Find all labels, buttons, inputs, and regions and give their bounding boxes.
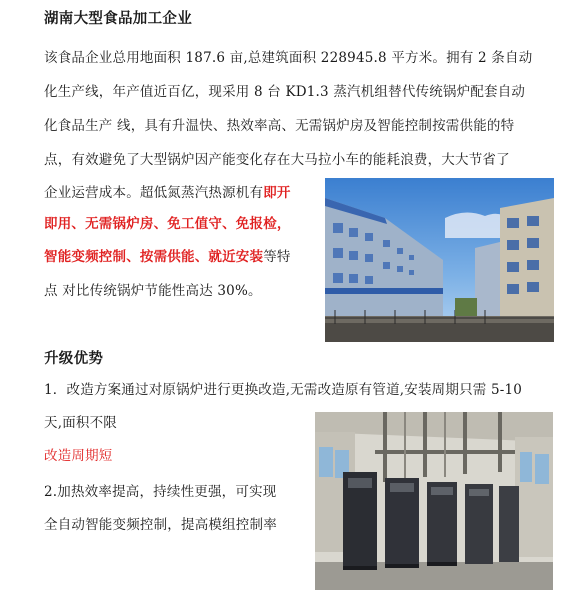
equipment-photo — [315, 412, 553, 590]
paragraph-line — [44, 214, 291, 234]
paragraph-line: 1．改造方案通过对原锅炉进行更换改造,无需改造原有管道,安装周期只需 5-10 — [44, 382, 523, 398]
paragraph-line: 2.加热效率提高，持续性更强，可实现 — [44, 484, 277, 500]
section-title-enterprise: 湖南大型食品加工企业 — [44, 11, 192, 27]
paragraph-line: 化生产线，年产值近百亿，现采用 8 台 KD1.3 蒸汽机组替代传统锅炉配套自动 — [44, 84, 526, 100]
paragraph-line — [44, 183, 291, 203]
paragraph-line: 该食品企业总用地面积 187.6 亩,总建筑面积 228945.8 平方米。拥有 2 条自动 — [44, 50, 533, 66]
paragraph-line: 全自动智能变频控制，提高模组控制率 — [44, 517, 277, 533]
paragraph-text: 企业运营成本。超低氮蒸汽热源机有 — [44, 185, 264, 201]
highlight-text: 智能变频控制、按需供能、就近安装 — [44, 249, 264, 265]
highlight-text: 改造周期短 — [44, 448, 113, 464]
factory-photo — [325, 178, 554, 342]
paragraph-line: 天,面积不限 — [44, 415, 117, 431]
paragraph-text: 等特 — [263, 249, 291, 265]
paragraph-line — [44, 247, 291, 267]
paragraph-line: 点 对比传统锅炉节能性高达 30%。 — [44, 283, 262, 299]
section-title-advantages: 升级优势 — [44, 351, 104, 367]
highlight-text: 即开 — [263, 185, 291, 201]
paragraph-line: 点，有效避免了大型锅炉因产能变化存在大马拉小车的能耗浪费，大大节省了 — [44, 152, 510, 168]
paragraph-line: 化食品生产 线，具有升温快、热效率高、无需锅炉房及智能控制按需供能的特 — [44, 118, 515, 134]
highlight-text: 即用、无需锅炉房、免工值守、免报检， — [44, 216, 291, 232]
highlight-line — [44, 446, 113, 466]
